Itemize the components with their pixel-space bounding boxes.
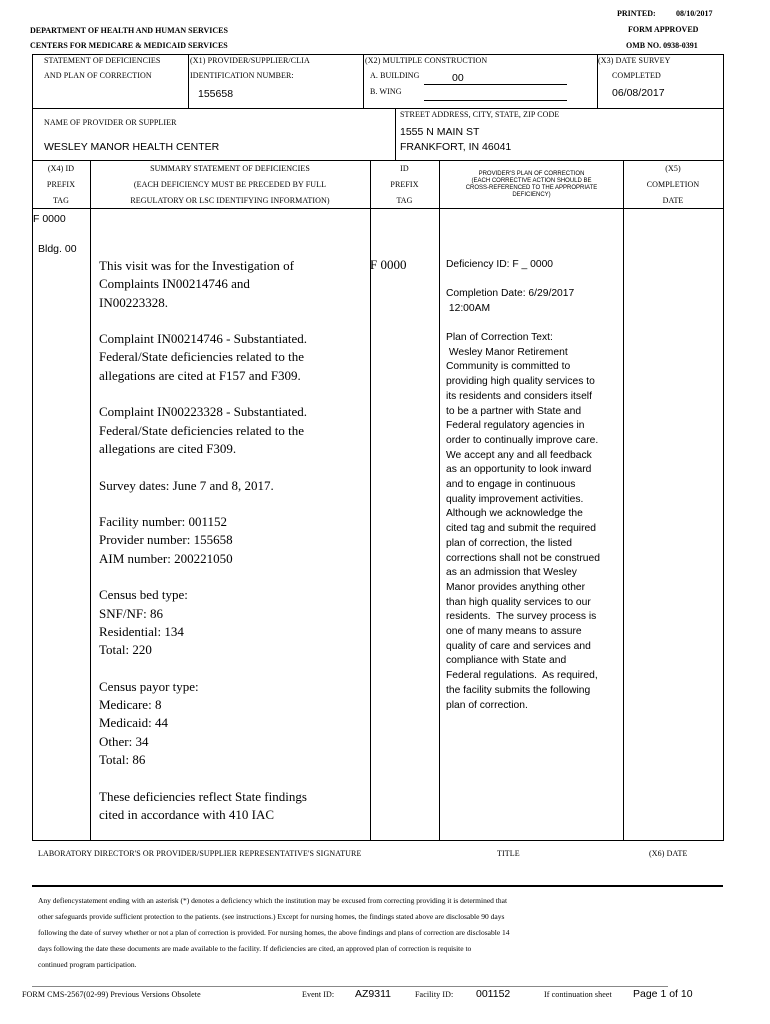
summary-line: Complaint IN00223328 - Substantiated. [99, 404, 307, 420]
poc-label-2: (EACH CORRECTIVE ACTION SHOULD BE [471, 178, 592, 184]
summary-paragraph [99, 788, 369, 825]
x5-label-3: DATE [662, 196, 684, 205]
summary-line: This visit was for the Investigation of [99, 258, 294, 273]
poc-line: to be a partner with State and [446, 405, 582, 417]
summary-line: Residential: 134 [99, 623, 184, 639]
x4-label-2: PREFIX [46, 180, 76, 189]
summary-line: Medicaid: 44 [99, 715, 168, 731]
id-label-3: TAG [396, 196, 413, 205]
summary-paragraph [99, 257, 369, 312]
summary-line: SNF/NF: 86 [99, 605, 163, 621]
deficiency-id: Deficiency ID: F _ 0000 [446, 259, 554, 270]
tag-right: F 0000 [370, 257, 407, 272]
wing-label: B. WING [370, 87, 402, 96]
address-label: STREET ADDRESS, CITY, STATE, ZIP CODE [400, 110, 560, 119]
summary-label-1: SUMMARY STATEMENT OF DEFICIENCIES [150, 164, 310, 173]
poc-label-3: CROSS-REFERENCED TO THE APPROPRIATE [465, 185, 598, 191]
x1-label-1: (X1) PROVIDER/SUPPLIER/CLIA [190, 56, 310, 65]
summary-paragraph [99, 330, 369, 385]
building-value: 00 [452, 72, 464, 84]
poc-line: than high quality services to our [446, 596, 591, 608]
disclosure-notice [38, 893, 718, 973]
x3-label-1: (X3) DATE SURVEY [598, 56, 671, 65]
summary-line: IN00223328. [99, 294, 168, 310]
poc-line: order to continually improve care. [446, 434, 599, 446]
poc-line: and to engage in continuous [446, 479, 576, 491]
summary-line: Federal/State deficiencies related to the [99, 349, 305, 365]
poc-line: Community is committed to [446, 361, 571, 373]
poc-line: corrections shall not be construed [446, 552, 600, 564]
poc-line: Although we acknowledge the [446, 508, 583, 520]
poc-header [440, 171, 623, 199]
completion-date-line-2: 12:00AM [446, 302, 491, 314]
poc-line: plan of correction, the listed [446, 537, 572, 549]
notice-line: Any defiencystatement ending with an asterisk (*) denotes a deficiency which the institution may be excused from correcting providing it is determined that [38, 896, 508, 905]
title-label: TITLE [497, 849, 520, 858]
summary-paragraph [99, 403, 369, 458]
summary-line: Census payor type: [99, 678, 199, 694]
summary-line: Other: 34 [99, 733, 149, 749]
plan-of-correction-text [446, 346, 622, 714]
date-label: (X6) DATE [649, 849, 688, 858]
provider-id-value: 155658 [198, 88, 234, 100]
summary-line: Medicare: 8 [99, 697, 162, 713]
summary-label-3: REGULATORY OR LSC IDENTIFYING INFORMATION) [130, 196, 330, 205]
building-tag: Bldg. 00 [38, 243, 77, 255]
notice-line: following the date of survey whether or not a plan of correction is provided. For nursing homes, the above findings and plans of correction are disclosable 14 [38, 928, 510, 937]
summary-line: Complaints IN00214746 and [99, 276, 250, 292]
poc-label-4: DEFICIENCY) [512, 192, 551, 198]
page-number: Page 1 of 10 [633, 988, 693, 1000]
summary-line: Total: 220 [99, 642, 152, 658]
notice-line: other safeguards provide sufficient protection to the patients. (see instructions.) Except for nursing homes, the findings stated above are disclosable 90 days [38, 912, 505, 921]
poc-line: quality of care and services and [446, 640, 591, 652]
x2-label: (X2) MULTIPLE CONSTRUCTION [365, 56, 488, 65]
x3-label-2: COMPLETED [612, 71, 661, 80]
summary-paragraph [99, 513, 369, 568]
poc-line: cited tag and submit the required [446, 523, 596, 535]
poc-line: Wesley Manor Retirement [446, 346, 568, 358]
summary-paragraph [99, 586, 369, 659]
completion-date [446, 287, 574, 316]
address-line-2: FRANKFORT, IN 46041 [400, 141, 512, 153]
form-approved: FORM APPROVED [628, 25, 699, 34]
summary-line: allegations are cited F309. [99, 440, 237, 456]
printed-label: PRINTED: [617, 9, 656, 18]
poc-line: one of many means to assure [446, 626, 582, 638]
summary-line: Survey dates: June 7 and 8, 2017. [99, 477, 274, 493]
facility-id-label: Facility ID: [415, 990, 454, 999]
x1-label-2: IDENTIFICATION NUMBER: [190, 71, 294, 80]
notice-line: days following the date these documents are made available to the facility. If deficiencies are cited, an approved plan of correction is requisite to [38, 944, 472, 953]
summary-line: cited in accordance with 410 IAC [99, 806, 275, 822]
continuation-label: If continuation sheet [544, 990, 612, 999]
x4-label-3: TAG [52, 196, 70, 205]
centers-title: CENTERS FOR MEDICARE & MEDICAID SERVICES [30, 41, 228, 50]
facility-id-value: 001152 [476, 988, 511, 1000]
provider-name: WESLEY MANOR HEALTH CENTER [44, 141, 220, 153]
summary-line: AIM number: 200221050 [99, 550, 233, 566]
summary-label-2: (EACH DEFICIENCY MUST BE PRECEDED BY FULL [133, 180, 327, 189]
poc-line: Manor provides anything other [446, 581, 586, 593]
summary-line: Census bed type: [99, 587, 188, 603]
signature-label: LABORATORY DIRECTOR'S OR PROVIDER/SUPPLIER REPRESENTATIVE'S SIGNATURE [38, 849, 362, 858]
poc-line: its residents and considers itself [446, 390, 592, 402]
omb-number: OMB NO. 0938-0391 [626, 41, 698, 50]
event-id-value: AZ9311 [355, 988, 391, 1000]
address-line-1: 1555 N MAIN ST [400, 126, 480, 138]
poc-title: Plan of Correction Text: [446, 332, 553, 343]
x4-label-1: (X4) ID [47, 164, 75, 173]
poc-line: plan of correction. [446, 699, 528, 711]
building-label: A. BUILDING [370, 71, 420, 80]
summary-line: Total: 86 [99, 752, 146, 768]
summary-paragraph [99, 477, 369, 495]
poc-line: providing high quality services to [446, 376, 595, 388]
summary-paragraph [99, 678, 369, 769]
notice-line: continued program participation. [38, 960, 137, 969]
summary-line: Federal/State deficiencies related to the [99, 422, 305, 438]
poc-line: the facility submits the following [446, 684, 591, 696]
summary-line: These deficiencies reflect State findings [99, 788, 307, 804]
poc-label-1: PROVIDER'S PLAN OF CORRECTION [478, 171, 585, 177]
printed-date: 08/10/2017 [676, 9, 713, 18]
summary-line: allegations are cited at F157 and F309. [99, 367, 301, 383]
provider-name-label: NAME OF PROVIDER OR SUPPLIER [44, 118, 177, 127]
form-number: FORM CMS-2567(02-99) Previous Versions Obsolete [22, 990, 201, 999]
summary-line: Complaint IN00214746 - Substantiated. [99, 331, 307, 347]
poc-line: as an opportunity to look inward [446, 464, 592, 476]
x5-label-1: (X5) [665, 164, 681, 173]
department-title: DEPARTMENT OF HEALTH AND HUMAN SERVICES [30, 26, 228, 35]
id-label-1: ID [400, 164, 409, 173]
poc-line: quality improvement activities. [446, 493, 584, 505]
summary-line: Provider number: 155658 [99, 532, 233, 548]
poc-line: Federal regulations. As required, [446, 670, 598, 682]
x5-label-2: COMPLETION [646, 180, 700, 189]
tag-left: F 0000 [33, 213, 66, 225]
poc-line: Federal regulatory agencies in [446, 420, 585, 432]
poc-line: as an admission that Wesley [446, 567, 577, 579]
event-id-label: Event ID: [302, 990, 335, 999]
poc-line: We accept any and all feedback [446, 449, 592, 461]
summary-statement [99, 257, 369, 843]
poc-line: residents. The survey process is [446, 611, 597, 623]
statement-label-1: STATEMENT OF DEFICIENCIES [44, 56, 161, 65]
statement-label-2: AND PLAN OF CORRECTION [44, 71, 152, 80]
completion-date-line-1: Completion Date: 6/29/2017 [446, 288, 575, 299]
survey-completed-date: 06/08/2017 [612, 87, 665, 99]
summary-line: Facility number: 001152 [99, 514, 228, 530]
id-label-2: PREFIX [390, 180, 419, 189]
poc-line: compliance with State and [446, 655, 567, 667]
